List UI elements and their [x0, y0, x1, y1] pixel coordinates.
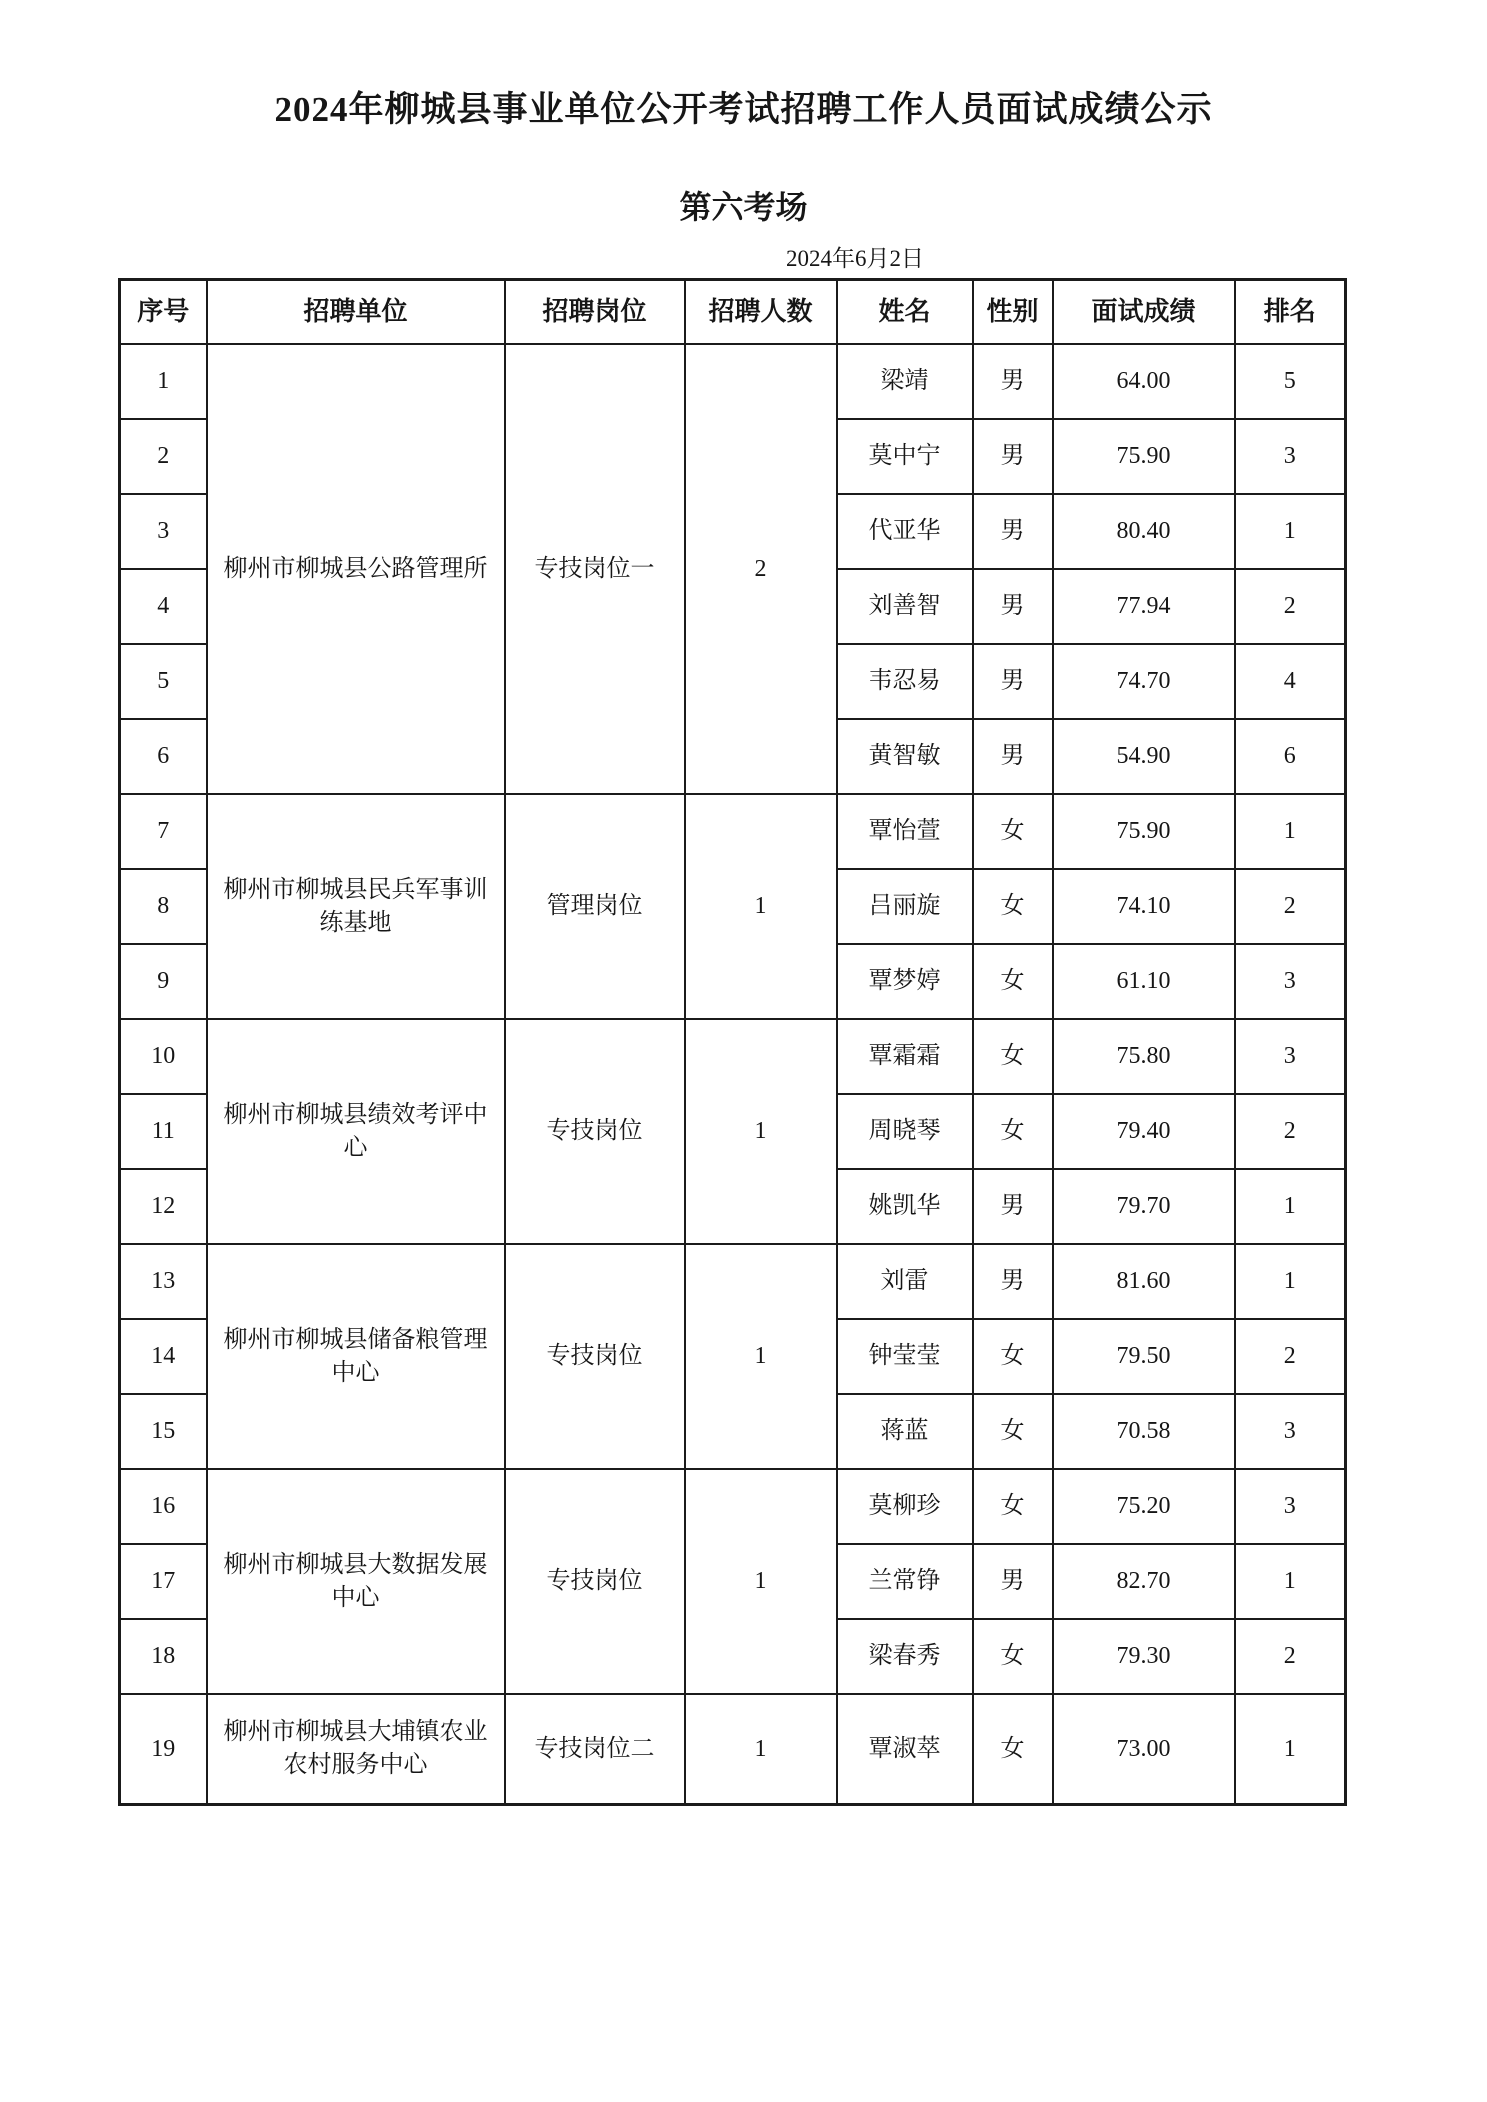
seq-cell: 11 [120, 1094, 207, 1169]
rank-cell: 6 [1235, 719, 1346, 794]
rank-cell: 2 [1235, 1619, 1346, 1694]
score-cell: 70.58 [1053, 1394, 1235, 1469]
name-cell: 覃梦婷 [837, 944, 973, 1019]
table-row [120, 1019, 1346, 1094]
name-cell: 梁春秀 [837, 1619, 973, 1694]
gender-cell: 女 [973, 1619, 1053, 1694]
seq-cell: 7 [120, 794, 207, 869]
unit-cell: 柳州市柳城县公路管理所 [207, 344, 505, 794]
rank-cell: 1 [1235, 1544, 1346, 1619]
score-cell: 75.90 [1053, 794, 1235, 869]
header-name: 姓名 [837, 280, 973, 345]
gender-cell: 男 [973, 344, 1053, 419]
rank-cell: 2 [1235, 1319, 1346, 1394]
rank-cell: 3 [1235, 1019, 1346, 1094]
name-cell: 刘善智 [837, 569, 973, 644]
table-row [120, 1469, 1346, 1544]
score-cell: 79.30 [1053, 1619, 1235, 1694]
score-cell: 75.20 [1053, 1469, 1235, 1544]
table-row [120, 1694, 1346, 1804]
rank-cell: 5 [1235, 344, 1346, 419]
gender-cell: 女 [973, 1094, 1053, 1169]
seq-cell: 9 [120, 944, 207, 1019]
rank-cell: 2 [1235, 1094, 1346, 1169]
score-cell: 79.50 [1053, 1319, 1235, 1394]
gender-cell: 男 [973, 1244, 1053, 1319]
score-cell: 54.90 [1053, 719, 1235, 794]
unit-cell: 柳州市柳城县大数据发展中心 [207, 1469, 505, 1694]
seq-cell: 18 [120, 1619, 207, 1694]
rank-cell: 1 [1235, 1244, 1346, 1319]
name-cell: 吕丽旋 [837, 869, 973, 944]
name-cell: 黄智敏 [837, 719, 973, 794]
name-cell: 覃怡萱 [837, 794, 973, 869]
score-cell: 77.94 [1053, 569, 1235, 644]
seq-cell: 14 [120, 1319, 207, 1394]
gender-cell: 女 [973, 1319, 1053, 1394]
name-cell: 蒋蓝 [837, 1394, 973, 1469]
score-cell: 79.40 [1053, 1094, 1235, 1169]
gender-cell: 女 [973, 1394, 1053, 1469]
rank-cell: 1 [1235, 794, 1346, 869]
name-cell: 兰常铮 [837, 1544, 973, 1619]
rank-cell: 3 [1235, 1394, 1346, 1469]
rank-cell: 3 [1235, 419, 1346, 494]
score-cell: 81.60 [1053, 1244, 1235, 1319]
count-cell: 1 [685, 1694, 837, 1804]
rank-cell: 3 [1235, 1469, 1346, 1544]
name-cell: 刘雷 [837, 1244, 973, 1319]
rank-cell: 2 [1235, 869, 1346, 944]
seq-cell: 2 [120, 419, 207, 494]
score-table [118, 278, 1347, 1806]
score-cell: 79.70 [1053, 1169, 1235, 1244]
count-cell: 2 [685, 344, 837, 794]
name-cell: 梁靖 [837, 344, 973, 419]
gender-cell: 男 [973, 1169, 1053, 1244]
unit-cell: 柳州市柳城县大埔镇农业农村服务中心 [207, 1694, 505, 1804]
gender-cell: 男 [973, 569, 1053, 644]
page-title: 2024年柳城县事业单位公开考试招聘工作人员面试成绩公示 [274, 90, 1213, 129]
gender-cell: 女 [973, 944, 1053, 1019]
header-score: 面试成绩 [1053, 280, 1235, 345]
rank-cell: 1 [1235, 494, 1346, 569]
score-cell: 64.00 [1053, 344, 1235, 419]
header-seq: 序号 [120, 280, 207, 345]
seq-cell: 16 [120, 1469, 207, 1544]
name-cell: 覃霜霜 [837, 1019, 973, 1094]
count-cell: 1 [685, 1019, 837, 1244]
seq-cell: 10 [120, 1019, 207, 1094]
gender-cell: 女 [973, 1694, 1053, 1804]
table-row [120, 344, 1346, 419]
gender-cell: 男 [973, 419, 1053, 494]
gender-cell: 女 [973, 794, 1053, 869]
rank-cell: 1 [1235, 1169, 1346, 1244]
name-cell: 周晓琴 [837, 1094, 973, 1169]
seq-cell: 13 [120, 1244, 207, 1319]
score-cell: 74.70 [1053, 644, 1235, 719]
rank-cell: 4 [1235, 644, 1346, 719]
unit-cell: 柳州市柳城县民兵军事训练基地 [207, 794, 505, 1019]
seq-cell: 1 [120, 344, 207, 419]
rank-cell: 1 [1235, 1694, 1346, 1804]
score-cell: 74.10 [1053, 869, 1235, 944]
gender-cell: 女 [973, 1469, 1053, 1544]
position-cell: 管理岗位 [505, 794, 685, 1019]
gender-cell: 男 [973, 719, 1053, 794]
name-cell: 覃淑萃 [837, 1694, 973, 1804]
name-cell: 钟莹莹 [837, 1319, 973, 1394]
count-cell: 1 [685, 1469, 837, 1694]
seq-cell: 4 [120, 569, 207, 644]
score-cell: 75.80 [1053, 1019, 1235, 1094]
table-row [120, 794, 1346, 869]
date-label: 2024年6月2日 [786, 246, 924, 271]
header-row [120, 280, 1346, 345]
seq-cell: 3 [120, 494, 207, 569]
table-row [120, 1244, 1346, 1319]
header-count: 招聘人数 [685, 280, 837, 345]
score-cell: 61.10 [1053, 944, 1235, 1019]
header-gender: 性别 [973, 280, 1053, 345]
score-cell: 73.00 [1053, 1694, 1235, 1804]
name-cell: 莫柳珍 [837, 1469, 973, 1544]
header-rank: 排名 [1235, 280, 1346, 345]
unit-cell: 柳州市柳城县绩效考评中心 [207, 1019, 505, 1244]
position-cell: 专技岗位二 [505, 1694, 685, 1804]
seq-cell: 17 [120, 1544, 207, 1619]
score-cell: 75.90 [1053, 419, 1235, 494]
position-cell: 专技岗位一 [505, 344, 685, 794]
name-cell: 姚凯华 [837, 1169, 973, 1244]
seq-cell: 5 [120, 644, 207, 719]
gender-cell: 男 [973, 644, 1053, 719]
name-cell: 代亚华 [837, 494, 973, 569]
count-cell: 1 [685, 794, 837, 1019]
gender-cell: 男 [973, 1544, 1053, 1619]
gender-cell: 女 [973, 869, 1053, 944]
header-position: 招聘岗位 [505, 280, 685, 345]
position-cell: 专技岗位 [505, 1244, 685, 1469]
position-cell: 专技岗位 [505, 1019, 685, 1244]
seq-cell: 15 [120, 1394, 207, 1469]
page-subtitle: 第六考场 [679, 189, 808, 225]
seq-cell: 12 [120, 1169, 207, 1244]
name-cell: 韦忍易 [837, 644, 973, 719]
seq-cell: 6 [120, 719, 207, 794]
seq-cell: 19 [120, 1694, 207, 1804]
seq-cell: 8 [120, 869, 207, 944]
header-unit: 招聘单位 [207, 280, 505, 345]
gender-cell: 男 [973, 494, 1053, 569]
count-cell: 1 [685, 1244, 837, 1469]
score-cell: 80.40 [1053, 494, 1235, 569]
name-cell: 莫中宁 [837, 419, 973, 494]
position-cell: 专技岗位 [505, 1469, 685, 1694]
rank-cell: 3 [1235, 944, 1346, 1019]
unit-cell: 柳州市柳城县储备粮管理中心 [207, 1244, 505, 1469]
rank-cell: 2 [1235, 569, 1346, 644]
score-cell: 82.70 [1053, 1544, 1235, 1619]
gender-cell: 女 [973, 1019, 1053, 1094]
